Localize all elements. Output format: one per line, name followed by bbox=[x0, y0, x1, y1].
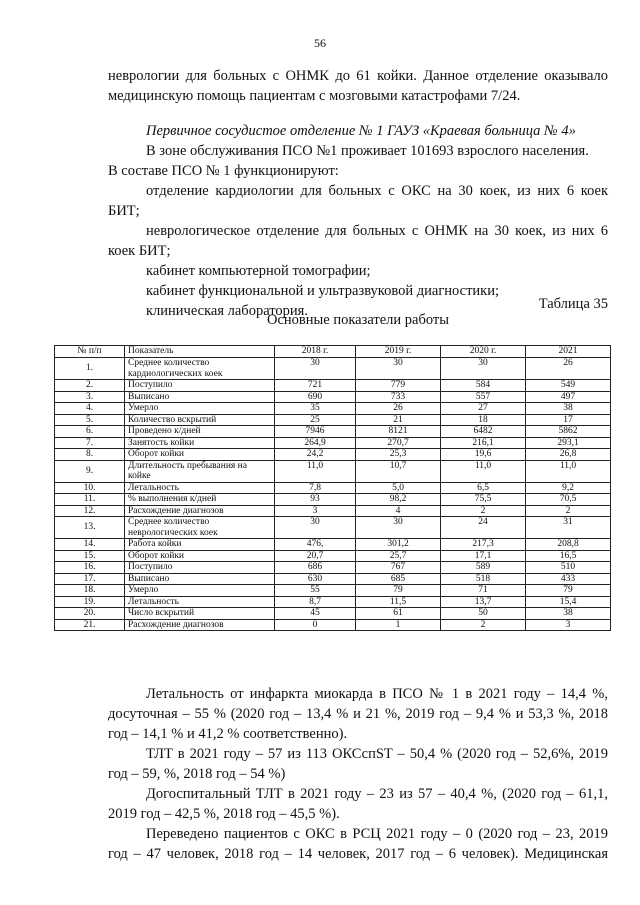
text-line: ТЛТ в 2021 году – 57 из 113 ОКСспST – 50,4 % (2020 год – 52,6%, 2019 bbox=[146, 746, 608, 762]
text-line: кабинет функциональной и ультразвуковой диагностики; bbox=[146, 283, 499, 299]
indicator-cell: Летальность bbox=[125, 596, 275, 608]
indicator-cell: Среднее количество кардиологических коек bbox=[125, 358, 275, 380]
value-2020-cell: 18 bbox=[441, 414, 526, 426]
indicator-cell: Длительность пребывания на койке bbox=[125, 460, 275, 482]
row-number-cell: 3. bbox=[55, 391, 125, 403]
value-2019-cell: 8121 bbox=[356, 426, 441, 438]
value-2021-cell: 208,8 bbox=[526, 539, 611, 551]
text-line: отделение кардиологии для больных с ОКС на 30 коек, из них 6 коек bbox=[146, 183, 608, 199]
text-line: кабинет компьютерной томографии; bbox=[146, 263, 371, 279]
text-line: Летальность от инфаркта миокарда в ПСО № 1 в 2021 году – 14,4 %, bbox=[146, 686, 608, 702]
row-number-cell: 19. bbox=[55, 596, 125, 608]
value-2021-cell: 16,5 bbox=[526, 550, 611, 562]
value-2021-cell: 5862 bbox=[526, 426, 611, 438]
text-line: Догоспитальный ТЛТ в 2021 году – 23 из 57 – 40,4 %, (2020 год – 61,1, bbox=[146, 786, 608, 802]
row-number-cell: 9. bbox=[55, 460, 125, 482]
text-line: медицинскую помощь пациентам с мозговыми катастрофами 7/24. bbox=[108, 88, 521, 104]
indicator-cell: Расхождение диагнозов bbox=[125, 505, 275, 517]
table-row bbox=[55, 358, 611, 380]
value-2021-cell: 15,4 bbox=[526, 596, 611, 608]
indicator-cell: Оборот койки bbox=[125, 550, 275, 562]
row-number-cell: 17. bbox=[55, 573, 125, 585]
value-2021-cell: 17 bbox=[526, 414, 611, 426]
value-2019-cell: 4 bbox=[356, 505, 441, 517]
value-2020-cell: 2 bbox=[441, 505, 526, 517]
value-2018-cell: 476, bbox=[275, 539, 356, 551]
value-2020-cell: 75,5 bbox=[441, 494, 526, 506]
row-number-cell: 18. bbox=[55, 585, 125, 597]
value-2020-cell: 6482 bbox=[441, 426, 526, 438]
body-paragraph bbox=[108, 141, 608, 321]
indicator-cell: Умерло bbox=[125, 585, 275, 597]
indicator-cell: Количество вскрытий bbox=[125, 414, 275, 426]
value-2019-cell: 30 bbox=[356, 517, 441, 539]
text-line: год – 14,1 % и 41,2 % соответственно). bbox=[108, 726, 348, 742]
value-2020-cell: 71 bbox=[441, 585, 526, 597]
table-body bbox=[55, 358, 611, 631]
bottom-paragraphs bbox=[108, 684, 608, 864]
row-number-cell: 8. bbox=[55, 449, 125, 461]
value-2019-cell: 733 bbox=[356, 391, 441, 403]
value-2021-cell: 11,0 bbox=[526, 460, 611, 482]
value-2018-cell: 25 bbox=[275, 414, 356, 426]
table-row bbox=[55, 437, 611, 449]
value-2021-cell: 9,2 bbox=[526, 482, 611, 494]
row-number-cell: 5. bbox=[55, 414, 125, 426]
value-2020-cell: 518 bbox=[441, 573, 526, 585]
value-2021-cell: 549 bbox=[526, 380, 611, 392]
table-row bbox=[55, 562, 611, 574]
value-2020-cell: 13,7 bbox=[441, 596, 526, 608]
table-row bbox=[55, 539, 611, 551]
value-2019-cell: 685 bbox=[356, 573, 441, 585]
value-2020-cell: 584 bbox=[441, 380, 526, 392]
value-2018-cell: 24,2 bbox=[275, 449, 356, 461]
header-cell-2021: 2021 bbox=[526, 346, 611, 358]
row-number-cell: 7. bbox=[55, 437, 125, 449]
value-2019-cell: 25,7 bbox=[356, 550, 441, 562]
value-2021-cell: 26,8 bbox=[526, 449, 611, 461]
table-row bbox=[55, 460, 611, 482]
indicator-cell: Расхождение диагнозов bbox=[125, 619, 275, 631]
value-2018-cell: 0 bbox=[275, 619, 356, 631]
table-title: Основные показатели работы bbox=[267, 312, 449, 328]
value-2021-cell: 433 bbox=[526, 573, 611, 585]
header-cell-2019: 2019 г. bbox=[356, 346, 441, 358]
table-row bbox=[55, 596, 611, 608]
section-heading-text: Первичное сосудистое отделение № 1 ГАУЗ «Краевая больница № 4» bbox=[146, 123, 576, 139]
row-number-cell: 1. bbox=[55, 358, 125, 380]
text-line: досуточная – 55 % (2020 год – 13,4 % и 21 %, 2019 год – 9,4 % и 53,3 %, 2018 bbox=[108, 706, 608, 722]
row-number-cell: 12. bbox=[55, 505, 125, 517]
value-2021-cell: 2 bbox=[526, 505, 611, 517]
value-2020-cell: 557 bbox=[441, 391, 526, 403]
table-row bbox=[55, 619, 611, 631]
value-2019-cell: 98,2 bbox=[356, 494, 441, 506]
table-row bbox=[55, 585, 611, 597]
table-row bbox=[55, 494, 611, 506]
value-2018-cell: 630 bbox=[275, 573, 356, 585]
text-line: 2019 год – 42,5 %, 2018 год – 45,5 %). bbox=[108, 806, 340, 822]
table-row bbox=[55, 403, 611, 415]
indicator-cell: Выписано bbox=[125, 573, 275, 585]
text-line: клиническая лаборатория. bbox=[146, 303, 308, 319]
table-row bbox=[55, 482, 611, 494]
row-number-cell: 2. bbox=[55, 380, 125, 392]
header-cell-2018: 2018 г. bbox=[275, 346, 356, 358]
value-2020-cell: 2 bbox=[441, 619, 526, 631]
value-2019-cell: 61 bbox=[356, 608, 441, 620]
value-2018-cell: 11,0 bbox=[275, 460, 356, 482]
value-2018-cell: 30 bbox=[275, 517, 356, 539]
value-2021-cell: 497 bbox=[526, 391, 611, 403]
table-row bbox=[55, 391, 611, 403]
value-2021-cell: 70,5 bbox=[526, 494, 611, 506]
value-2019-cell: 25,3 bbox=[356, 449, 441, 461]
table-row bbox=[55, 505, 611, 517]
intro-paragraph bbox=[108, 66, 608, 106]
value-2020-cell: 19,6 bbox=[441, 449, 526, 461]
text-line: коек БИТ; bbox=[108, 243, 171, 259]
value-2018-cell: 93 bbox=[275, 494, 356, 506]
row-number-cell: 20. bbox=[55, 608, 125, 620]
indicator-cell: Поступило bbox=[125, 380, 275, 392]
value-2018-cell: 721 bbox=[275, 380, 356, 392]
row-number-cell: 6. bbox=[55, 426, 125, 438]
text-line: В зоне обслуживания ПСО №1 проживает 101693 взрослого населения. bbox=[146, 143, 589, 159]
indicator-cell: Среднее количество неврологических коек bbox=[125, 517, 275, 539]
value-2021-cell: 38 bbox=[526, 403, 611, 415]
value-2019-cell: 10,7 bbox=[356, 460, 441, 482]
text-line: неврологическое отделение для больных с ОНМК на 30 коек, из них 6 bbox=[146, 223, 608, 239]
value-2018-cell: 45 bbox=[275, 608, 356, 620]
value-2020-cell: 17,1 bbox=[441, 550, 526, 562]
value-2018-cell: 35 bbox=[275, 403, 356, 415]
row-number-cell: 15. bbox=[55, 550, 125, 562]
value-2019-cell: 5,0 bbox=[356, 482, 441, 494]
indicator-cell: Оборот койки bbox=[125, 449, 275, 461]
value-2020-cell: 217,3 bbox=[441, 539, 526, 551]
value-2018-cell: 20,7 bbox=[275, 550, 356, 562]
value-2021-cell: 3 bbox=[526, 619, 611, 631]
text-line: год – 59, %, 2018 год – 54 %) bbox=[108, 766, 286, 782]
value-2018-cell: 7,8 bbox=[275, 482, 356, 494]
value-2020-cell: 27 bbox=[441, 403, 526, 415]
text-line: БИТ; bbox=[108, 203, 140, 219]
indicator-cell: Занятость койки bbox=[125, 437, 275, 449]
value-2020-cell: 589 bbox=[441, 562, 526, 574]
value-2018-cell: 3 bbox=[275, 505, 356, 517]
value-2020-cell: 216,1 bbox=[441, 437, 526, 449]
table-row bbox=[55, 517, 611, 539]
value-2021-cell: 31 bbox=[526, 517, 611, 539]
value-2020-cell: 50 bbox=[441, 608, 526, 620]
indicator-cell: Умерло bbox=[125, 403, 275, 415]
indicator-cell: Проведено к/дней bbox=[125, 426, 275, 438]
table-row bbox=[55, 426, 611, 438]
indicator-cell: Число вскрытий bbox=[125, 608, 275, 620]
indicator-cell: Работа койки bbox=[125, 539, 275, 551]
indicator-cell: Выписано bbox=[125, 391, 275, 403]
value-2020-cell: 11,0 bbox=[441, 460, 526, 482]
section-heading bbox=[108, 121, 608, 141]
header-cell-number: № п/п bbox=[55, 346, 125, 358]
value-2019-cell: 11,5 bbox=[356, 596, 441, 608]
value-2021-cell: 79 bbox=[526, 585, 611, 597]
value-2021-cell: 293,1 bbox=[526, 437, 611, 449]
value-2019-cell: 301,2 bbox=[356, 539, 441, 551]
row-number-cell: 11. bbox=[55, 494, 125, 506]
value-2021-cell: 510 bbox=[526, 562, 611, 574]
value-2019-cell: 26 bbox=[356, 403, 441, 415]
value-2019-cell: 767 bbox=[356, 562, 441, 574]
value-2018-cell: 30 bbox=[275, 358, 356, 380]
value-2021-cell: 26 bbox=[526, 358, 611, 380]
value-2021-cell: 38 bbox=[526, 608, 611, 620]
row-number-cell: 16. bbox=[55, 562, 125, 574]
value-2018-cell: 55 bbox=[275, 585, 356, 597]
row-number-cell: 14. bbox=[55, 539, 125, 551]
indicators-table bbox=[54, 345, 611, 631]
header-cell-indicator: Показатель bbox=[125, 346, 275, 358]
text-line: В составе ПСО № 1 функционируют: bbox=[108, 163, 339, 179]
indicator-cell: % выполнения к/дней bbox=[125, 494, 275, 506]
value-2020-cell: 6,5 bbox=[441, 482, 526, 494]
row-number-cell: 10. bbox=[55, 482, 125, 494]
row-number-cell: 4. bbox=[55, 403, 125, 415]
value-2019-cell: 79 bbox=[356, 585, 441, 597]
value-2019-cell: 21 bbox=[356, 414, 441, 426]
value-2018-cell: 690 bbox=[275, 391, 356, 403]
row-number-cell: 21. bbox=[55, 619, 125, 631]
table-row bbox=[55, 550, 611, 562]
indicator-cell: Поступило bbox=[125, 562, 275, 574]
table-header-row bbox=[55, 346, 611, 358]
value-2019-cell: 270,7 bbox=[356, 437, 441, 449]
page-number: 56 bbox=[314, 36, 326, 50]
value-2020-cell: 24 bbox=[441, 517, 526, 539]
text-line: Переведено пациентов с ОКС в РСЦ 2021 году – 0 (2020 год – 23, 2019 bbox=[146, 826, 608, 842]
table-row bbox=[55, 573, 611, 585]
table-row bbox=[55, 414, 611, 426]
indicator-cell: Летальность bbox=[125, 482, 275, 494]
value-2018-cell: 8,7 bbox=[275, 596, 356, 608]
value-2018-cell: 7946 bbox=[275, 426, 356, 438]
value-2019-cell: 30 bbox=[356, 358, 441, 380]
row-number-cell: 13. bbox=[55, 517, 125, 539]
header-cell-2020: 2020 г. bbox=[441, 346, 526, 358]
value-2018-cell: 264,9 bbox=[275, 437, 356, 449]
text-line: год – 47 человек, 2018 год – 14 человек, 2017 год – 6 человек). Медицинская bbox=[108, 846, 608, 862]
value-2018-cell: 686 bbox=[275, 562, 356, 574]
table-row bbox=[55, 608, 611, 620]
value-2019-cell: 1 bbox=[356, 619, 441, 631]
value-2020-cell: 30 bbox=[441, 358, 526, 380]
table-label: Таблица 35 bbox=[538, 296, 608, 312]
value-2019-cell: 779 bbox=[356, 380, 441, 392]
table-row bbox=[55, 380, 611, 392]
text-line: неврологии для больных с ОНМК до 61 койки. Данное отделение оказывало bbox=[108, 68, 608, 84]
table-row bbox=[55, 449, 611, 461]
